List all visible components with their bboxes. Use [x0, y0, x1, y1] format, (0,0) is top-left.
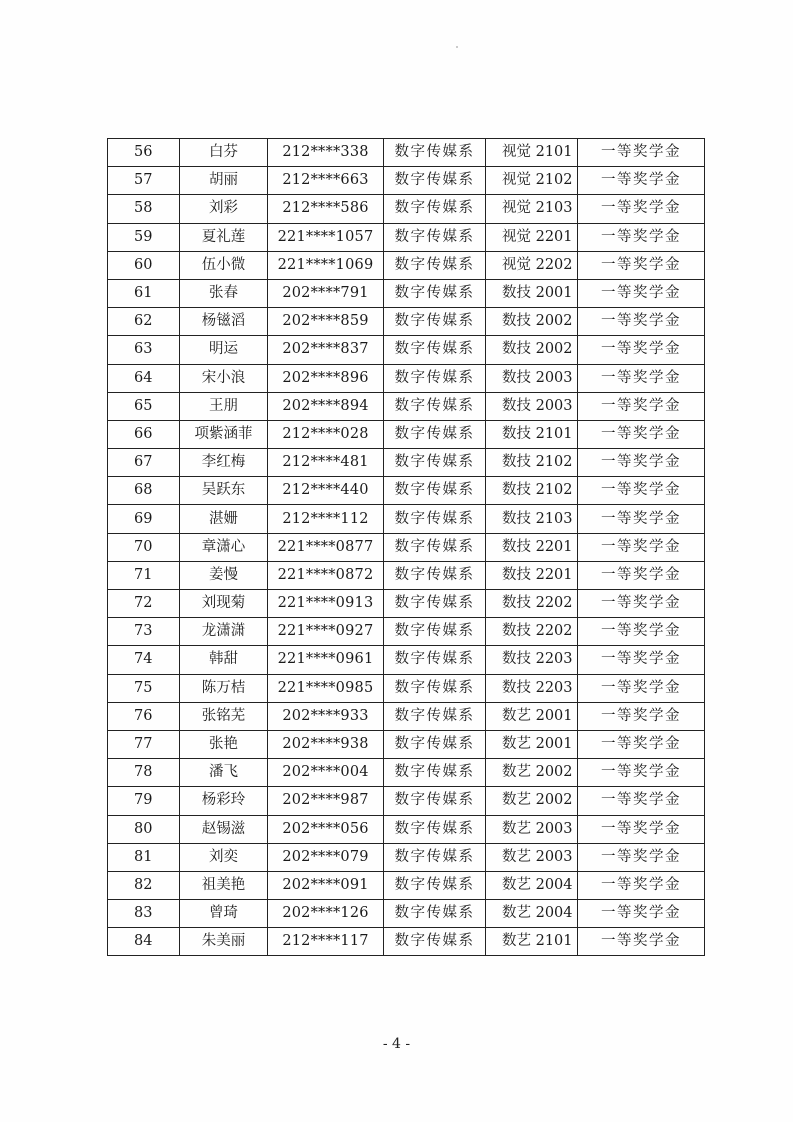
table-row	[108, 279, 705, 307]
cell-serial-number: 72	[108, 590, 180, 618]
table-row	[108, 787, 705, 815]
table-row	[108, 392, 705, 420]
table-row	[108, 928, 705, 956]
cell-award: 一等奖学金	[578, 223, 705, 251]
table-row	[108, 167, 705, 195]
cell-department: 数字传媒系	[384, 279, 486, 307]
cell-student-name: 明运	[180, 336, 268, 364]
cell-serial-number: 83	[108, 900, 180, 928]
table-row	[108, 590, 705, 618]
cell-student-id: 221****0877	[268, 533, 384, 561]
cell-class: 数技 2203	[486, 646, 578, 674]
cell-student-name: 韩甜	[180, 646, 268, 674]
table-row	[108, 308, 705, 336]
cell-award: 一等奖学金	[578, 618, 705, 646]
cell-student-name: 朱美丽	[180, 928, 268, 956]
cell-award: 一等奖学金	[578, 167, 705, 195]
cell-student-name: 夏礼莲	[180, 223, 268, 251]
cell-serial-number: 57	[108, 167, 180, 195]
cell-student-id: 202****894	[268, 392, 384, 420]
cell-class: 数技 2203	[486, 674, 578, 702]
table-row	[108, 420, 705, 448]
table-row	[108, 702, 705, 730]
cell-department: 数字传媒系	[384, 505, 486, 533]
table-row	[108, 336, 705, 364]
cell-class: 数技 2201	[486, 533, 578, 561]
cell-serial-number: 71	[108, 561, 180, 589]
cell-student-id: 202****837	[268, 336, 384, 364]
table-row	[108, 674, 705, 702]
cell-student-id: 202****859	[268, 308, 384, 336]
cell-student-name: 祖美艳	[180, 871, 268, 899]
table-row	[108, 646, 705, 674]
cell-award: 一等奖学金	[578, 139, 705, 167]
cell-class: 数艺 2001	[486, 702, 578, 730]
cell-department: 数字传媒系	[384, 900, 486, 928]
cell-serial-number: 73	[108, 618, 180, 646]
cell-department: 数字传媒系	[384, 364, 486, 392]
cell-class: 数艺 2004	[486, 900, 578, 928]
cell-class: 数技 2003	[486, 392, 578, 420]
cell-student-id: 212****117	[268, 928, 384, 956]
cell-class: 视觉 2101	[486, 139, 578, 167]
cell-department: 数字传媒系	[384, 815, 486, 843]
cell-class: 数艺 2003	[486, 815, 578, 843]
cell-department: 数字传媒系	[384, 195, 486, 223]
cell-award: 一等奖学金	[578, 590, 705, 618]
cell-serial-number: 78	[108, 759, 180, 787]
cell-student-name: 刘奕	[180, 843, 268, 871]
table-row	[108, 815, 705, 843]
cell-award: 一等奖学金	[578, 336, 705, 364]
cell-class: 视觉 2103	[486, 195, 578, 223]
cell-class: 数技 2102	[486, 477, 578, 505]
cell-serial-number: 60	[108, 251, 180, 279]
cell-award: 一等奖学金	[578, 533, 705, 561]
cell-serial-number: 66	[108, 420, 180, 448]
cell-student-id: 221****0985	[268, 674, 384, 702]
cell-class: 数艺 2002	[486, 787, 578, 815]
cell-department: 数字传媒系	[384, 336, 486, 364]
cell-student-id: 212****481	[268, 449, 384, 477]
cell-serial-number: 79	[108, 787, 180, 815]
cell-student-name: 李红梅	[180, 449, 268, 477]
cell-student-name: 宋小浪	[180, 364, 268, 392]
cell-department: 数字传媒系	[384, 928, 486, 956]
cell-class: 数艺 2003	[486, 843, 578, 871]
cell-serial-number: 68	[108, 477, 180, 505]
cell-award: 一等奖学金	[578, 646, 705, 674]
table-row	[108, 195, 705, 223]
cell-department: 数字传媒系	[384, 759, 486, 787]
cell-award: 一等奖学金	[578, 702, 705, 730]
cell-award: 一等奖学金	[578, 505, 705, 533]
cell-student-id: 212****112	[268, 505, 384, 533]
cell-class: 数艺 2001	[486, 730, 578, 758]
cell-department: 数字传媒系	[384, 674, 486, 702]
cell-department: 数字传媒系	[384, 871, 486, 899]
cell-class: 数技 2202	[486, 618, 578, 646]
cell-award: 一等奖学金	[578, 674, 705, 702]
cell-student-name: 刘彩	[180, 195, 268, 223]
table-row	[108, 561, 705, 589]
cell-student-name: 赵锡滋	[180, 815, 268, 843]
cell-class: 数技 2201	[486, 561, 578, 589]
cell-award: 一等奖学金	[578, 392, 705, 420]
cell-serial-number: 75	[108, 674, 180, 702]
cell-department: 数字传媒系	[384, 730, 486, 758]
cell-serial-number: 67	[108, 449, 180, 477]
cell-department: 数字传媒系	[384, 843, 486, 871]
cell-award: 一等奖学金	[578, 420, 705, 448]
cell-student-id: 221****1069	[268, 251, 384, 279]
cell-student-name: 陈万桔	[180, 674, 268, 702]
table-row	[108, 900, 705, 928]
cell-department: 数字传媒系	[384, 590, 486, 618]
cell-department: 数字传媒系	[384, 392, 486, 420]
cell-award: 一等奖学金	[578, 561, 705, 589]
cell-department: 数字传媒系	[384, 533, 486, 561]
cell-award: 一等奖学金	[578, 364, 705, 392]
cell-student-id: 212****586	[268, 195, 384, 223]
cell-student-id: 221****0961	[268, 646, 384, 674]
cell-serial-number: 63	[108, 336, 180, 364]
table-row	[108, 505, 705, 533]
cell-class: 数艺 2101	[486, 928, 578, 956]
cell-serial-number: 65	[108, 392, 180, 420]
cell-student-name: 杨彩玲	[180, 787, 268, 815]
page-number: - 4 -	[382, 1036, 411, 1052]
cell-serial-number: 84	[108, 928, 180, 956]
table-row	[108, 759, 705, 787]
cell-department: 数字传媒系	[384, 223, 486, 251]
table-body	[108, 139, 705, 956]
table-row	[108, 223, 705, 251]
cell-student-id: 221****0913	[268, 590, 384, 618]
cell-student-id: 212****028	[268, 420, 384, 448]
cell-student-id: 221****0927	[268, 618, 384, 646]
table-row	[108, 843, 705, 871]
cell-award: 一等奖学金	[578, 787, 705, 815]
cell-class: 数技 2001	[486, 279, 578, 307]
table-row	[108, 364, 705, 392]
cell-serial-number: 80	[108, 815, 180, 843]
cell-class: 视觉 2102	[486, 167, 578, 195]
cell-student-id: 202****056	[268, 815, 384, 843]
cell-department: 数字传媒系	[384, 449, 486, 477]
cell-student-name: 章潇心	[180, 533, 268, 561]
cell-student-name: 白芬	[180, 139, 268, 167]
cell-student-name: 刘现菊	[180, 590, 268, 618]
cell-award: 一等奖学金	[578, 195, 705, 223]
cell-student-name: 湛姗	[180, 505, 268, 533]
cell-class: 数艺 2004	[486, 871, 578, 899]
table-row	[108, 477, 705, 505]
cell-student-id: 212****338	[268, 139, 384, 167]
cell-serial-number: 70	[108, 533, 180, 561]
table-row	[108, 533, 705, 561]
cell-student-id: 202****896	[268, 364, 384, 392]
cell-student-name: 张艳	[180, 730, 268, 758]
cell-serial-number: 64	[108, 364, 180, 392]
cell-serial-number: 59	[108, 223, 180, 251]
cell-department: 数字传媒系	[384, 702, 486, 730]
cell-class: 视觉 2201	[486, 223, 578, 251]
cell-serial-number: 81	[108, 843, 180, 871]
cell-serial-number: 74	[108, 646, 180, 674]
cell-class: 数技 2002	[486, 308, 578, 336]
cell-student-name: 伍小微	[180, 251, 268, 279]
table-row	[108, 618, 705, 646]
cell-department: 数字传媒系	[384, 646, 486, 674]
cell-student-name: 姜慢	[180, 561, 268, 589]
cell-class: 数技 2103	[486, 505, 578, 533]
scholarship-table	[107, 138, 705, 956]
cell-student-name: 王朋	[180, 392, 268, 420]
cell-award: 一等奖学金	[578, 759, 705, 787]
cell-class: 数技 2102	[486, 449, 578, 477]
cell-student-id: 221****0872	[268, 561, 384, 589]
cell-department: 数字传媒系	[384, 308, 486, 336]
cell-class: 数艺 2002	[486, 759, 578, 787]
cell-student-name: 张铭芜	[180, 702, 268, 730]
cell-serial-number: 69	[108, 505, 180, 533]
cell-award: 一等奖学金	[578, 900, 705, 928]
cell-student-name: 杨镃滔	[180, 308, 268, 336]
scan-speck	[456, 46, 458, 48]
cell-award: 一等奖学金	[578, 871, 705, 899]
cell-department: 数字传媒系	[384, 787, 486, 815]
cell-class: 数技 2002	[486, 336, 578, 364]
cell-serial-number: 56	[108, 139, 180, 167]
cell-serial-number: 77	[108, 730, 180, 758]
cell-department: 数字传媒系	[384, 618, 486, 646]
cell-student-id: 202****933	[268, 702, 384, 730]
cell-department: 数字传媒系	[384, 561, 486, 589]
cell-student-name: 张春	[180, 279, 268, 307]
cell-student-id: 202****791	[268, 279, 384, 307]
cell-serial-number: 76	[108, 702, 180, 730]
cell-student-id: 202****079	[268, 843, 384, 871]
cell-class: 数技 2101	[486, 420, 578, 448]
cell-student-id: 212****440	[268, 477, 384, 505]
cell-student-name: 潘飞	[180, 759, 268, 787]
cell-student-id: 202****126	[268, 900, 384, 928]
table-row	[108, 251, 705, 279]
cell-student-id: 202****091	[268, 871, 384, 899]
cell-student-name: 胡丽	[180, 167, 268, 195]
cell-serial-number: 61	[108, 279, 180, 307]
cell-student-name: 吴跃东	[180, 477, 268, 505]
cell-serial-number: 82	[108, 871, 180, 899]
cell-award: 一等奖学金	[578, 477, 705, 505]
table-row	[108, 871, 705, 899]
cell-award: 一等奖学金	[578, 449, 705, 477]
cell-department: 数字传媒系	[384, 420, 486, 448]
cell-department: 数字传媒系	[384, 477, 486, 505]
cell-award: 一等奖学金	[578, 843, 705, 871]
cell-class: 数技 2003	[486, 364, 578, 392]
cell-student-id: 202****938	[268, 730, 384, 758]
cell-serial-number: 62	[108, 308, 180, 336]
cell-department: 数字传媒系	[384, 139, 486, 167]
cell-student-name: 项紫涵菲	[180, 420, 268, 448]
cell-student-id: 221****1057	[268, 223, 384, 251]
cell-award: 一等奖学金	[578, 928, 705, 956]
cell-award: 一等奖学金	[578, 308, 705, 336]
cell-class: 视觉 2202	[486, 251, 578, 279]
table-row	[108, 139, 705, 167]
cell-student-name: 龙潇潇	[180, 618, 268, 646]
table-row	[108, 730, 705, 758]
cell-serial-number: 58	[108, 195, 180, 223]
cell-student-id: 202****987	[268, 787, 384, 815]
cell-student-name: 曾琦	[180, 900, 268, 928]
cell-student-id: 202****004	[268, 759, 384, 787]
cell-award: 一等奖学金	[578, 279, 705, 307]
cell-department: 数字传媒系	[384, 251, 486, 279]
cell-class: 数技 2202	[486, 590, 578, 618]
cell-award: 一等奖学金	[578, 730, 705, 758]
cell-award: 一等奖学金	[578, 251, 705, 279]
cell-department: 数字传媒系	[384, 167, 486, 195]
cell-student-id: 212****663	[268, 167, 384, 195]
cell-award: 一等奖学金	[578, 815, 705, 843]
table-row	[108, 449, 705, 477]
